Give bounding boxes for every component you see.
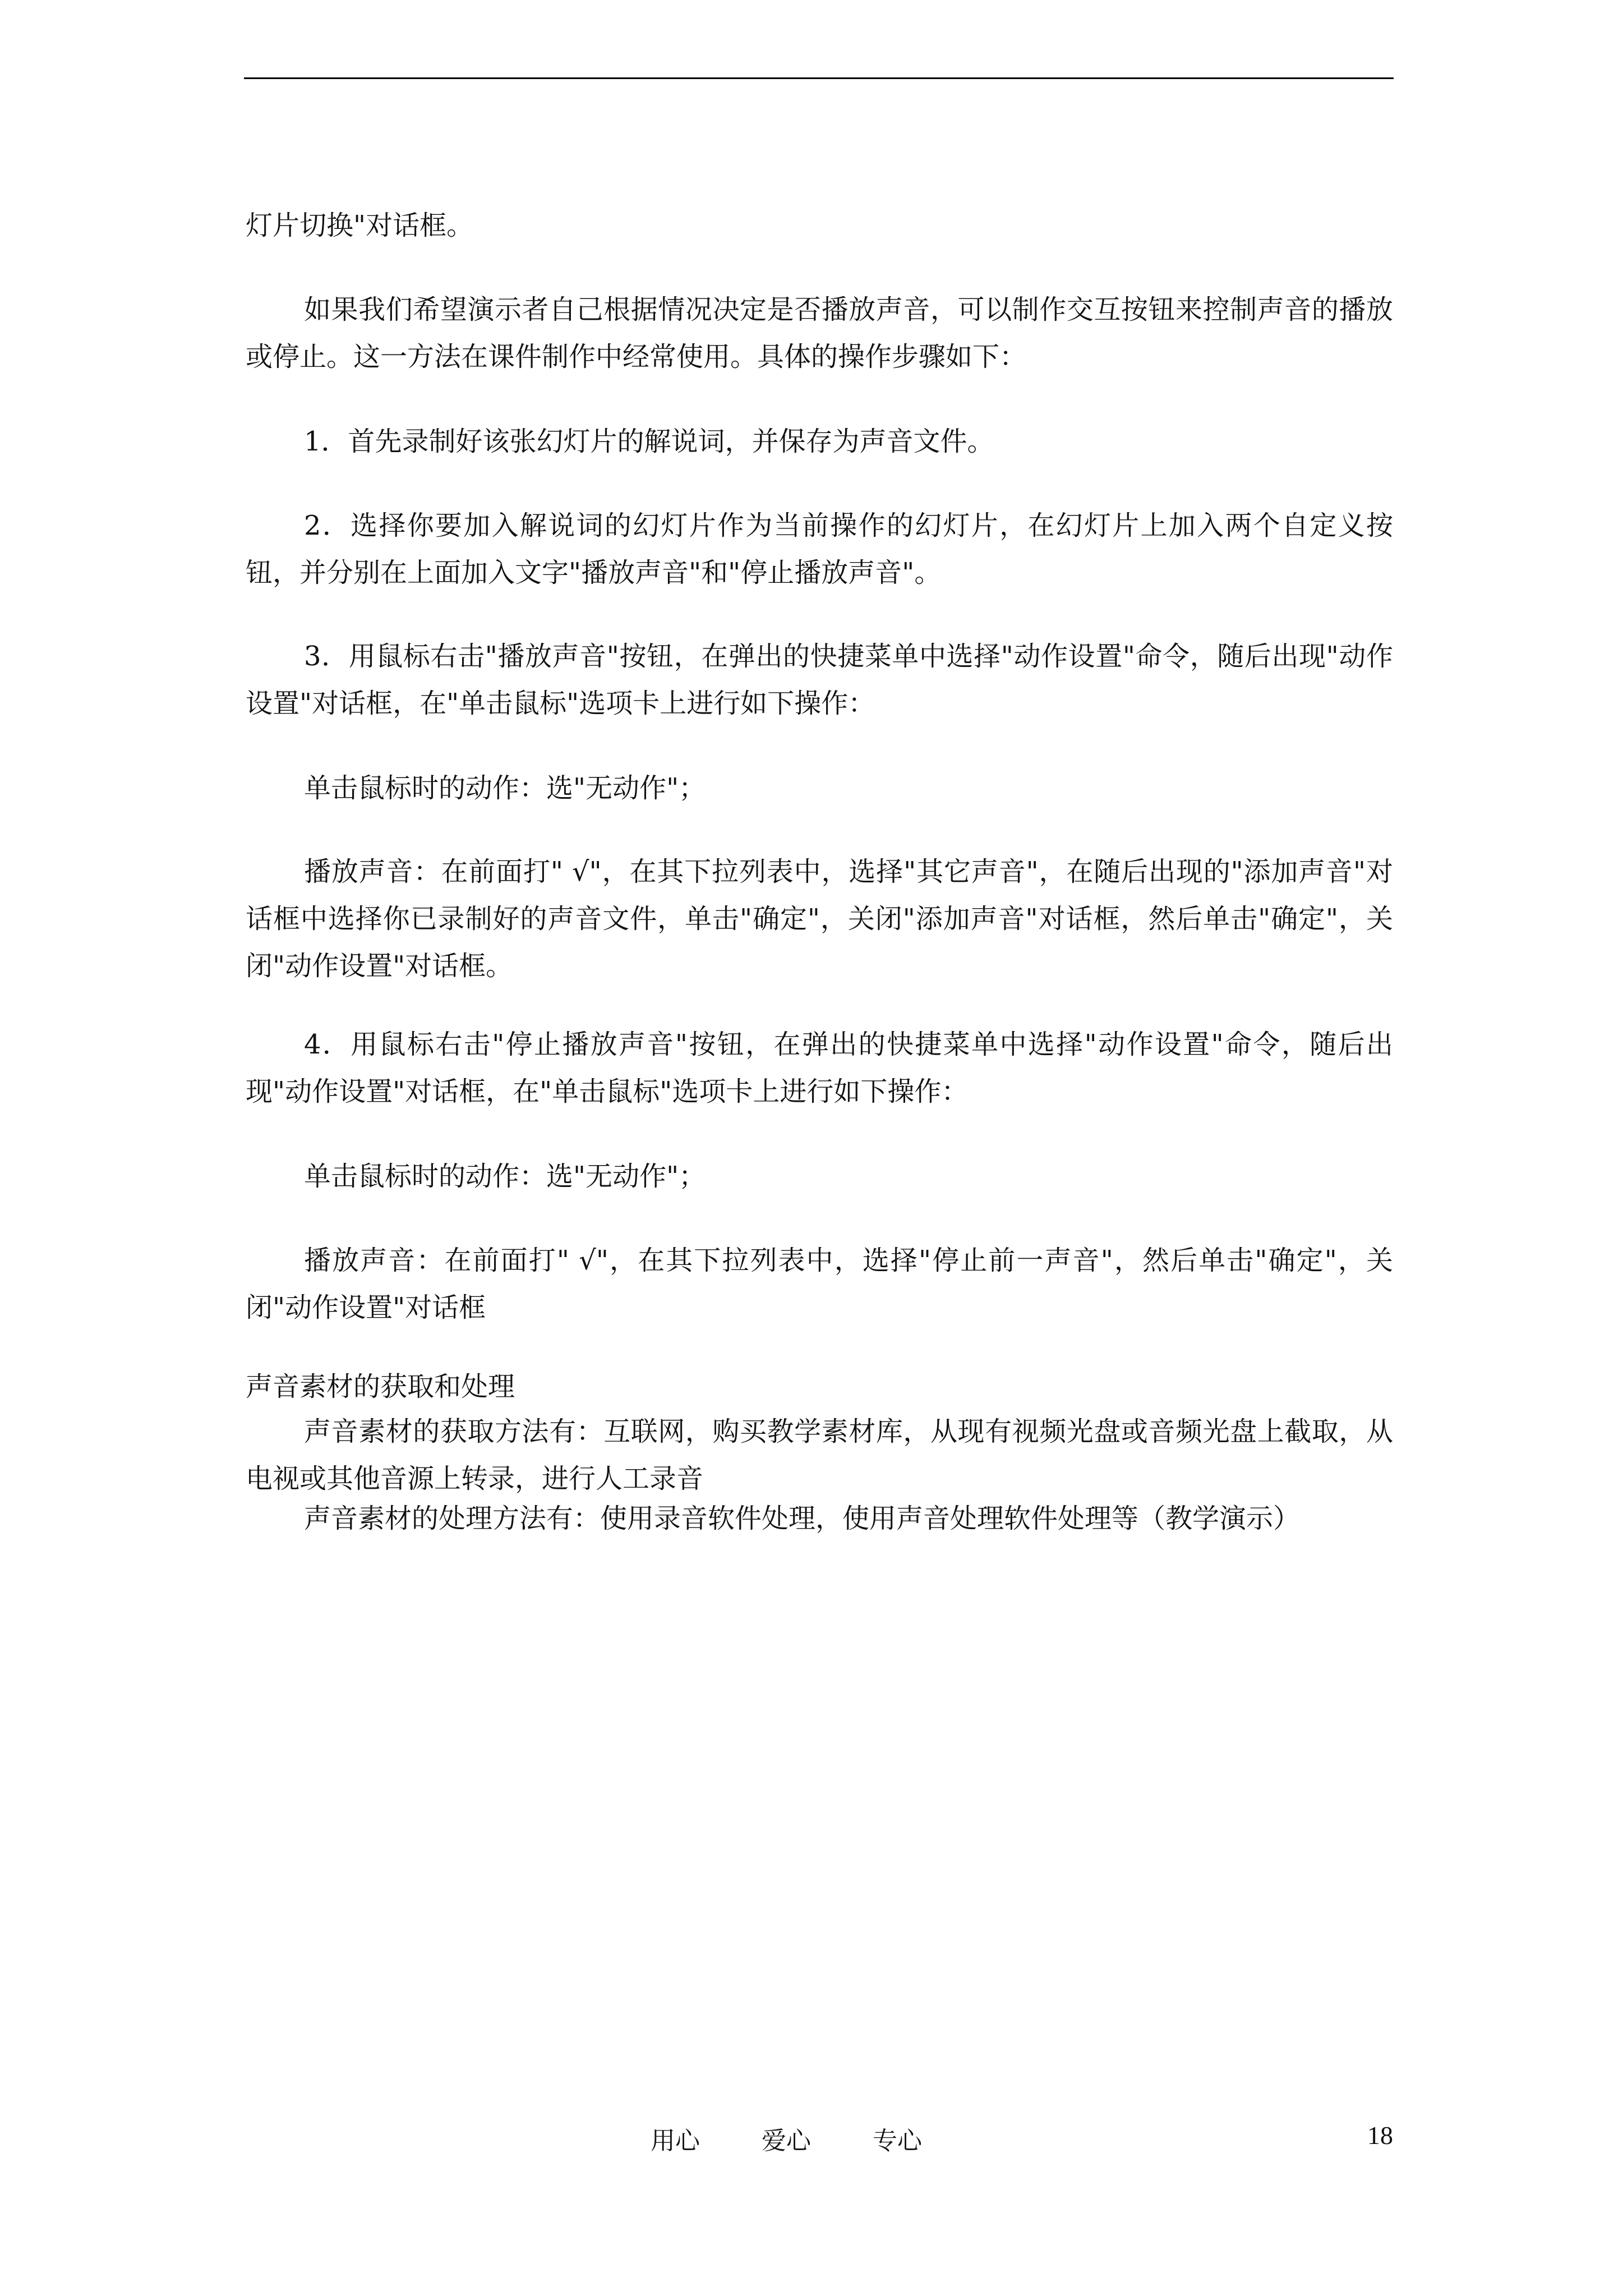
paragraph-click-action-2: 单击鼠标时的动作：选"无动作"； — [304, 1161, 706, 1192]
paragraph-continuation: 灯片切换"对话框。 — [246, 210, 474, 241]
paragraph-step-1: 1．首先录制好该张幻灯片的解说词，并保存为声音文件。 — [304, 426, 994, 457]
footer-motto-3: 专心 — [873, 2127, 922, 2155]
paragraph-processing: 声音素材的处理方法有：使用录音软件处理，使用声音处理软件处理等（教学演示） — [304, 1503, 1301, 1534]
header-rule — [244, 77, 1394, 79]
paragraph-step-3: 3．用鼠标右击"播放声音"按钮，在弹出的快捷菜单中选择"动作设置"命令，随后出现"动作设置"对话框，在"单击鼠标"选项卡上进行如下操作： — [246, 641, 1393, 719]
paragraph-click-action-1: 单击鼠标时的动作：选"无动作"； — [304, 772, 706, 804]
paragraph-intro: 如果我们希望演示者自己根据情况决定是否播放声音，可以制作交互按钮来控制声音的播放或停止。这一方法在课件制作中经常使用。具体的操作步骤如下： — [246, 294, 1393, 372]
footer-motto — [651, 2120, 984, 2156]
paragraph-step-2: 2．选择你要加入解说词的幻灯片作为当前操作的幻灯片，在幻灯片上加入两个自定义按钮，并分别在上面加入文字"播放声音"和"停止播放声音"。 — [246, 510, 1393, 588]
footer-motto-1: 用心 — [651, 2127, 700, 2155]
section-heading: 声音素材的获取和处理 — [246, 1371, 515, 1402]
paragraph-step-4: 4．用鼠标右击"停止播放声音"按钮，在弹出的快捷菜单中选择"动作设置"命令，随后出现"动作设置"对话框，在"单击鼠标"选项卡上进行如下操作： — [246, 1029, 1393, 1107]
paragraph-play-sound-1: 播放声音：在前面打" √"，在其下拉列表中，选择"其它声音"，在随后出现的"添加声音"对话框中选择你已录制好的声音文件，单击"确定"，关闭"添加声音"对话框，然后单击"确定"，关闭"动作设置"对话框。 — [246, 856, 1393, 982]
page-number: 18 — [1367, 2121, 1393, 2150]
footer-motto-2: 爱心 — [762, 2127, 811, 2155]
paragraph-play-sound-2: 播放声音：在前面打" √"，在其下拉列表中，选择"停止前一声音"，然后单击"确定"，关闭"动作设置"对话框 — [246, 1245, 1393, 1323]
paragraph-acquisition: 声音素材的获取方法有：互联网，购买教学素材库，从现有视频光盘或音频光盘上截取，从电视或其他音源上转录，进行人工录音 — [246, 1416, 1393, 1494]
